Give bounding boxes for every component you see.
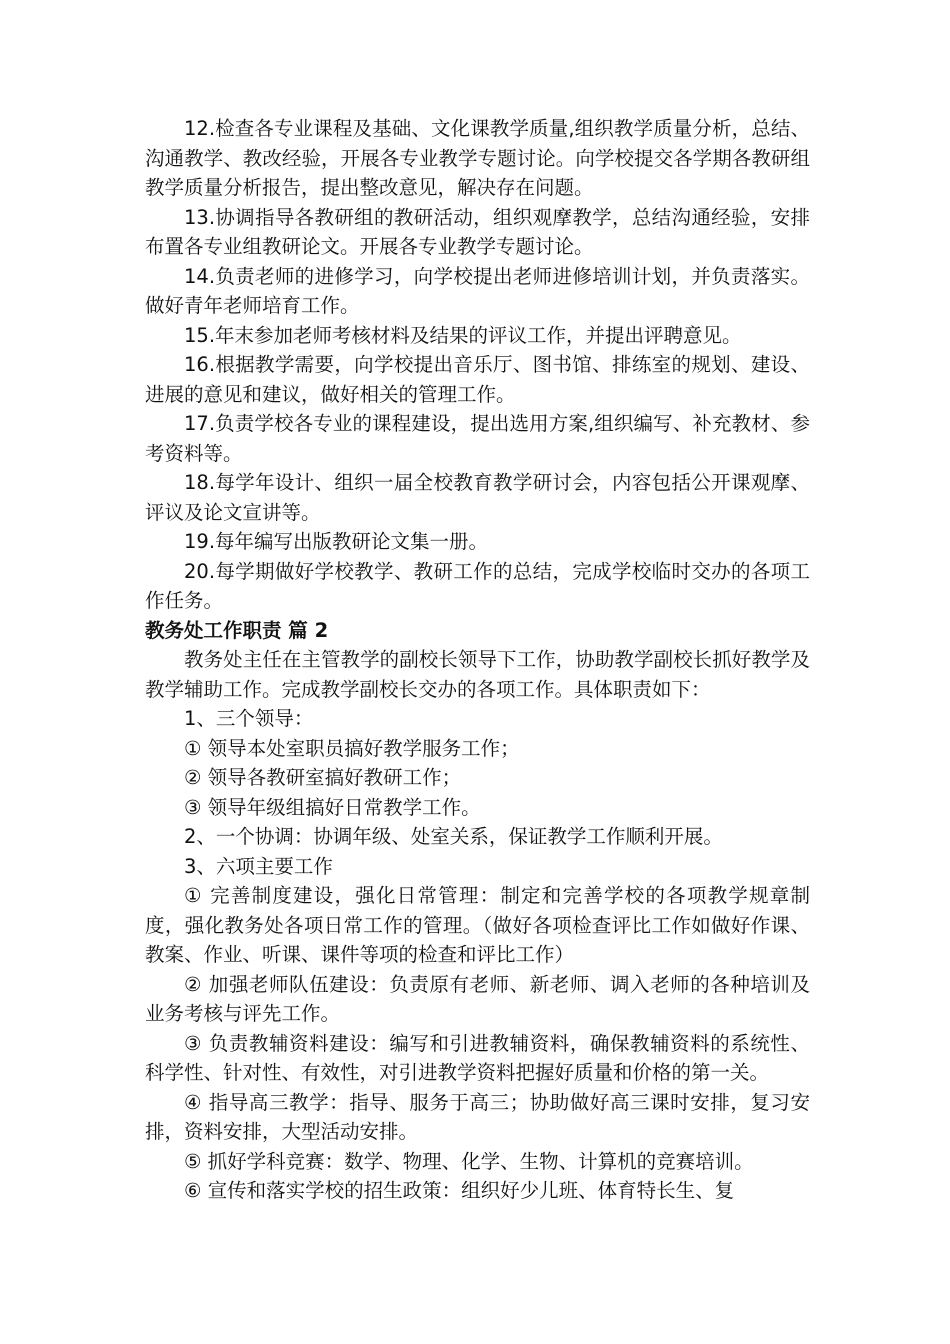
list-item-task-2: ② 加强老师队伍建设：负责原有老师、新老师、调入老师的各种培训及业务考核与评先工作。 [145,972,810,1025]
list-item-task-1: ① 完善制度建设，强化日常管理：制定和完善学校的各项教学规章制度，强化教务处各项日常工作的管理。（做好各项检查评比工作如做好作课、教案、作业、听课、课件等项的检查和评比工作） [145,884,810,966]
list-item-lead-3: ③ 领导年级组搞好日常教学工作。 [184,795,481,819]
list-heading-six-tasks: 3、六项主要工作 [184,854,333,878]
paragraph-item-15: 15.年末参加老师考核材料及结果的评议工作，并提出评聘意见。 [184,323,742,347]
paragraph-item-13: 13.协调指导各教研组的教研活动，组织观摩教学，总结沟通经验，安排布置各专业组教研论文。开展各专业教学专题讨论。 [145,205,810,258]
paragraph-item-20: 20.每学期做好学校教学、教研工作的总结，完成学校临时交办的各项工作任务。 [145,559,810,612]
list-heading-three-lead: 1、三个领导： [184,707,314,730]
list-heading-coordinate: 2、一个协调：协调年级、处室关系，保证教学工作顺利开展。 [184,825,723,848]
list-item-lead-1: ① 领导本处室职员搞好教学服务工作； [184,736,520,760]
document-page [145,114,810,1206]
list-item-task-3: ③ 负责教辅资料建设：编写和引进教辅资料，确保教辅资料的系统性、科学性、针对性、有效性，对引进教学资料把握好质量和价格的第一关。 [145,1031,810,1084]
paragraph-item-12: 12.检查各专业课程及基础、文化课教学质量,组织教学质量分析，总结、沟通教学、教改经验，开展各专业教学专题讨论。向学校提交各学期各教研组教学质量分析报告，提出整改意见，解决存在问题。 [145,117,810,199]
paragraph-item-17: 17.负责学校各专业的课程建设，提出选用方案,组织编写、补充教材、参考资料等。 [145,412,810,465]
paragraph-item-14: 14.负责老师的进修学习，向学校提出老师进修培训计划，并负责落实。做好青年老师培育工作。 [145,264,810,317]
paragraph-item-18: 18.每学年设计、组织一届全校教育教学研讨会，内容包括公开课观摩、评议及论文宣讲等。 [145,471,810,524]
list-item-task-5: ⑤ 抓好学科竞赛：数学、物理、化学、生物、计算机的竞赛培训。 [184,1149,754,1173]
list-item-task-6: ⑥ 宣传和落实学校的招生政策：组织好少儿班、体育特长生、复 [184,1179,735,1202]
paragraph-item-19: 19.每年编写出版教研论文集一册。 [184,530,489,553]
intro-paragraph: 教务处主任在主管教学的副校长领导下工作，协助教学副校长抓好教学及教学辅助工作。完成教学副校长交办的各项工作。具体职责如下： [145,648,810,701]
list-item-lead-2: ② 领导各教研室搞好教研工作； [184,766,462,789]
list-item-task-4: ④ 指导高三教学：指导、服务于高三；协助做好高三课时安排，复习安排，资料安排，大型活动安排。 [145,1090,810,1143]
section-heading: 教务处工作职责 篇 2 [145,618,329,642]
paragraph-item-16: 16.根据教学需要，向学校提出音乐厅、图书馆、排练室的规划、建设、进展的意见和建议，做好相关的管理工作。 [145,353,810,406]
